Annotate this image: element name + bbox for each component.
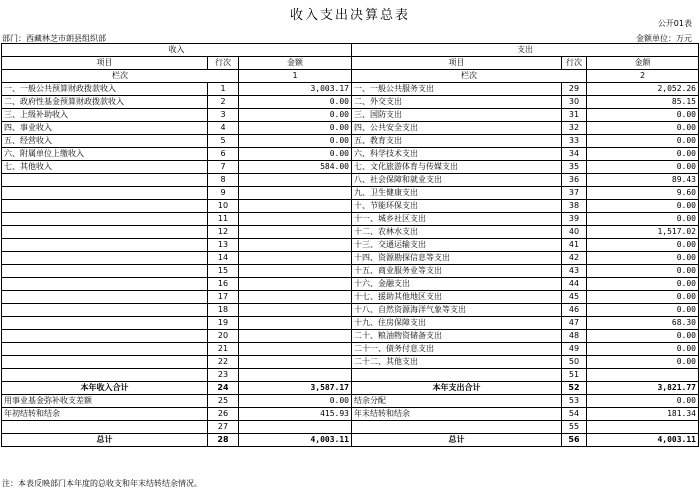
expense-amount-cell: 0.00 xyxy=(587,304,699,317)
expense-item-cell: 十二、农林水支出 xyxy=(352,226,562,239)
expense-item-cell: 本年支出合计 xyxy=(352,382,562,395)
income-amount-cell xyxy=(239,356,352,369)
expense-column-number: 2 xyxy=(587,70,699,83)
income-item-cell: 四、事业收入 xyxy=(2,122,208,135)
report-title: 收入支出决算总表 xyxy=(289,8,410,23)
income-amount-cell xyxy=(239,226,352,239)
expense-item-cell: 十三、交通运输支出 xyxy=(352,239,562,252)
expense-line-cell: 30 xyxy=(562,96,587,109)
expense-line-cell: 39 xyxy=(562,213,587,226)
expense-amount-cell: 0.00 xyxy=(587,135,699,148)
income-line-cell: 2 xyxy=(208,96,239,109)
expense-item-cell: 总计 xyxy=(352,434,562,447)
income-item-cell: 年初结转和结余 xyxy=(2,408,208,421)
table-row xyxy=(2,382,699,395)
income-line-cell: 7 xyxy=(208,161,239,174)
income-item-cell: 六、附属单位上缴收入 xyxy=(2,148,208,161)
income-line-cell: 15 xyxy=(208,265,239,278)
table-row xyxy=(2,239,699,252)
income-amount-cell: 0.00 xyxy=(239,395,352,408)
expense-amount-cell: 9.60 xyxy=(587,187,699,200)
income-item-cell xyxy=(2,200,208,213)
income-amount-cell xyxy=(239,239,352,252)
expense-line-cell: 42 xyxy=(562,252,587,265)
expense-line-cell: 44 xyxy=(562,278,587,291)
income-amount-cell xyxy=(239,213,352,226)
expense-amount-cell: 2,052.26 xyxy=(587,83,699,96)
income-item-cell: 本年收入合计 xyxy=(2,382,208,395)
summary-table-container xyxy=(1,43,698,447)
income-line-cell: 14 xyxy=(208,252,239,265)
expense-amount-cell xyxy=(587,421,699,434)
table-row xyxy=(2,369,699,382)
expense-item-cell: 九、卫生健康支出 xyxy=(352,187,562,200)
expense-line-cell: 47 xyxy=(562,317,587,330)
income-item-cell xyxy=(2,369,208,382)
expense-item-cell: 四、公共安全支出 xyxy=(352,122,562,135)
column-number-row xyxy=(2,70,699,83)
income-section-header: 收入 xyxy=(2,44,352,57)
expense-item-cell: 二十一、债务付息支出 xyxy=(352,343,562,356)
income-amount-cell: 584.00 xyxy=(239,161,352,174)
table-row xyxy=(2,135,699,148)
expense-amount-cell: 85.15 xyxy=(587,96,699,109)
expense-amount-cell: 181.34 xyxy=(587,408,699,421)
expense-amount-cell: 0.00 xyxy=(587,200,699,213)
income-item-cell xyxy=(2,187,208,200)
expense-item-cell: 年末结转和结余 xyxy=(352,408,562,421)
expense-item-cell: 十七、援助其他地区支出 xyxy=(352,291,562,304)
expense-item-cell: 三、国防支出 xyxy=(352,109,562,122)
summary-table-body xyxy=(2,83,699,447)
footnote: 注：本表反映部门本年度的总收支和年末结转结余情况。 xyxy=(2,479,202,488)
column-header-row xyxy=(2,57,699,70)
income-line-header: 行次 xyxy=(208,57,239,70)
expense-item-cell: 二十二、其他支出 xyxy=(352,356,562,369)
income-amount-cell xyxy=(239,252,352,265)
income-amount-cell xyxy=(239,278,352,291)
expense-item-cell: 十五、商业服务业等支出 xyxy=(352,265,562,278)
expense-item-cell: 二十、粮油物资储备支出 xyxy=(352,330,562,343)
expense-line-cell: 36 xyxy=(562,174,587,187)
expense-amount-cell: 4,003.11 xyxy=(587,434,699,447)
income-line-cell: 20 xyxy=(208,330,239,343)
summary-table xyxy=(1,43,699,447)
table-row xyxy=(2,174,699,187)
table-row xyxy=(2,434,699,447)
income-line-cell: 19 xyxy=(208,317,239,330)
table-row xyxy=(2,330,699,343)
expense-amount-cell: 0.00 xyxy=(587,291,699,304)
income-amount-cell: 0.00 xyxy=(239,122,352,135)
expense-amount-cell: 0.00 xyxy=(587,239,699,252)
table-row xyxy=(2,408,699,421)
expense-amount-cell: 3,821.77 xyxy=(587,382,699,395)
table-row xyxy=(2,395,699,408)
income-line-cell: 11 xyxy=(208,213,239,226)
income-amount-cell: 3,003.17 xyxy=(239,83,352,96)
expense-amount-cell: 0.00 xyxy=(587,148,699,161)
section-header-row xyxy=(2,44,699,57)
expense-amount-cell: 1,517.02 xyxy=(587,226,699,239)
expense-line-cell: 54 xyxy=(562,408,587,421)
expense-amount-cell: 0.00 xyxy=(587,356,699,369)
income-item-cell xyxy=(2,265,208,278)
table-row xyxy=(2,109,699,122)
expense-line-cell: 52 xyxy=(562,382,587,395)
table-row xyxy=(2,421,699,434)
expense-amount-cell xyxy=(587,369,699,382)
table-row xyxy=(2,148,699,161)
income-item-cell xyxy=(2,317,208,330)
expense-amount-cell: 0.00 xyxy=(587,109,699,122)
income-item-cell xyxy=(2,421,208,434)
unit-label: 金额单位：万元 xyxy=(636,34,692,43)
income-item-header: 项目 xyxy=(2,57,208,70)
income-item-cell: 三、上级补助收入 xyxy=(2,109,208,122)
income-item-cell xyxy=(2,356,208,369)
expense-amount-cell: 0.00 xyxy=(587,252,699,265)
expense-line-cell: 45 xyxy=(562,291,587,304)
expense-item-cell: 结余分配 xyxy=(352,395,562,408)
expense-line-cell: 41 xyxy=(562,239,587,252)
income-amount-cell: 0.00 xyxy=(239,96,352,109)
income-item-cell: 五、经营收入 xyxy=(2,135,208,148)
department-label: 部门：西藏林芝市朗县组织部 xyxy=(2,34,106,43)
expense-line-cell: 32 xyxy=(562,122,587,135)
expense-line-cell: 50 xyxy=(562,356,587,369)
expense-item-cell xyxy=(352,369,562,382)
expense-item-cell: 二、外交支出 xyxy=(352,96,562,109)
table-row xyxy=(2,278,699,291)
income-line-cell: 12 xyxy=(208,226,239,239)
income-amount-cell xyxy=(239,265,352,278)
income-item-cell: 七、其他收入 xyxy=(2,161,208,174)
income-line-cell: 4 xyxy=(208,122,239,135)
expense-column-label: 栏次 xyxy=(352,70,587,83)
income-amount-cell: 415.93 xyxy=(239,408,352,421)
income-line-cell: 8 xyxy=(208,174,239,187)
expense-section-header: 支出 xyxy=(352,44,699,57)
income-amount-cell: 0.00 xyxy=(239,135,352,148)
table-row xyxy=(2,161,699,174)
expense-item-cell: 十八、自然资源海洋气象等支出 xyxy=(352,304,562,317)
income-line-cell: 1 xyxy=(208,83,239,96)
income-item-cell xyxy=(2,174,208,187)
income-line-cell: 16 xyxy=(208,278,239,291)
expense-item-cell: 十六、金融支出 xyxy=(352,278,562,291)
expense-line-cell: 31 xyxy=(562,109,587,122)
expense-line-cell: 38 xyxy=(562,200,587,213)
income-line-cell: 3 xyxy=(208,109,239,122)
table-row xyxy=(2,96,699,109)
expense-line-cell: 53 xyxy=(562,395,587,408)
income-line-cell: 6 xyxy=(208,148,239,161)
expense-line-cell: 33 xyxy=(562,135,587,148)
income-amount-cell xyxy=(239,421,352,434)
income-line-cell: 17 xyxy=(208,291,239,304)
income-amount-cell: 0.00 xyxy=(239,148,352,161)
income-item-cell xyxy=(2,213,208,226)
income-line-cell: 9 xyxy=(208,187,239,200)
table-row xyxy=(2,291,699,304)
income-amount-cell xyxy=(239,369,352,382)
income-amount-cell xyxy=(239,187,352,200)
income-amount-header: 金额 xyxy=(239,57,352,70)
expense-line-cell: 51 xyxy=(562,369,587,382)
expense-item-cell: 十九、住房保障支出 xyxy=(352,317,562,330)
income-amount-cell xyxy=(239,291,352,304)
expense-amount-cell: 89.43 xyxy=(587,174,699,187)
table-row xyxy=(2,213,699,226)
expense-item-header: 项目 xyxy=(352,57,562,70)
income-amount-cell: 4,003.11 xyxy=(239,434,352,447)
form-code: 公开01表 xyxy=(657,19,692,28)
income-item-cell xyxy=(2,278,208,291)
table-row xyxy=(2,252,699,265)
table-row xyxy=(2,304,699,317)
expense-item-cell: 五、教育支出 xyxy=(352,135,562,148)
table-row xyxy=(2,356,699,369)
income-item-cell: 一、一般公共预算财政拨款收入 xyxy=(2,83,208,96)
expense-line-cell: 55 xyxy=(562,421,587,434)
income-line-cell: 26 xyxy=(208,408,239,421)
expense-item-cell: 十四、资源勘探信息等支出 xyxy=(352,252,562,265)
income-item-cell xyxy=(2,239,208,252)
expense-amount-cell: 0.00 xyxy=(587,278,699,291)
table-row xyxy=(2,265,699,278)
income-item-cell xyxy=(2,226,208,239)
income-line-cell: 24 xyxy=(208,382,239,395)
expense-line-cell: 49 xyxy=(562,343,587,356)
expense-line-cell: 46 xyxy=(562,304,587,317)
expense-amount-cell: 0.00 xyxy=(587,343,699,356)
expense-line-cell: 37 xyxy=(562,187,587,200)
income-item-cell: 用事业基金弥补收支差额 xyxy=(2,395,208,408)
expense-line-cell: 40 xyxy=(562,226,587,239)
income-item-cell: 总计 xyxy=(2,434,208,447)
table-row xyxy=(2,200,699,213)
expense-amount-cell: 0.00 xyxy=(587,330,699,343)
income-column-label: 栏次 xyxy=(2,70,239,83)
table-row xyxy=(2,317,699,330)
expense-line-cell: 35 xyxy=(562,161,587,174)
table-row xyxy=(2,122,699,135)
income-amount-cell xyxy=(239,343,352,356)
expense-line-cell: 43 xyxy=(562,265,587,278)
income-line-cell: 13 xyxy=(208,239,239,252)
income-line-cell: 5 xyxy=(208,135,239,148)
income-line-cell: 23 xyxy=(208,369,239,382)
income-line-cell: 18 xyxy=(208,304,239,317)
income-line-cell: 25 xyxy=(208,395,239,408)
income-amount-cell xyxy=(239,200,352,213)
expense-item-cell: 一、一般公共服务支出 xyxy=(352,83,562,96)
income-line-cell: 22 xyxy=(208,356,239,369)
expense-line-cell: 56 xyxy=(562,434,587,447)
income-amount-cell: 0.00 xyxy=(239,109,352,122)
expense-line-cell: 29 xyxy=(562,83,587,96)
income-line-cell: 28 xyxy=(208,434,239,447)
expense-item-cell xyxy=(352,421,562,434)
income-column-number: 1 xyxy=(239,70,352,83)
expense-amount-cell: 0.00 xyxy=(587,213,699,226)
expense-line-cell: 34 xyxy=(562,148,587,161)
income-item-cell: 二、政府性基金预算财政拨款收入 xyxy=(2,96,208,109)
income-item-cell xyxy=(2,343,208,356)
income-amount-cell xyxy=(239,304,352,317)
table-row xyxy=(2,226,699,239)
expense-item-cell: 六、科学技术支出 xyxy=(352,148,562,161)
expense-item-cell: 十、节能环保支出 xyxy=(352,200,562,213)
expense-amount-cell: 0.00 xyxy=(587,395,699,408)
income-amount-cell xyxy=(239,330,352,343)
income-line-cell: 10 xyxy=(208,200,239,213)
expense-amount-header: 金额 xyxy=(587,57,699,70)
table-row xyxy=(2,343,699,356)
expense-item-cell: 七、文化旅游体育与传媒支出 xyxy=(352,161,562,174)
income-line-cell: 27 xyxy=(208,421,239,434)
expense-line-header: 行次 xyxy=(562,57,587,70)
expense-amount-cell: 0.00 xyxy=(587,161,699,174)
expense-item-cell: 十一、城乡社区支出 xyxy=(352,213,562,226)
income-item-cell xyxy=(2,330,208,343)
income-item-cell xyxy=(2,291,208,304)
expense-amount-cell: 68.30 xyxy=(587,317,699,330)
table-row xyxy=(2,187,699,200)
income-item-cell xyxy=(2,304,208,317)
income-amount-cell: 3,587.17 xyxy=(239,382,352,395)
income-amount-cell xyxy=(239,317,352,330)
expense-item-cell: 八、社会保障和就业支出 xyxy=(352,174,562,187)
expense-amount-cell: 0.00 xyxy=(587,265,699,278)
expense-line-cell: 48 xyxy=(562,330,587,343)
income-item-cell xyxy=(2,252,208,265)
table-row xyxy=(2,83,699,96)
income-amount-cell xyxy=(239,174,352,187)
income-line-cell: 21 xyxy=(208,343,239,356)
expense-amount-cell: 0.00 xyxy=(587,122,699,135)
